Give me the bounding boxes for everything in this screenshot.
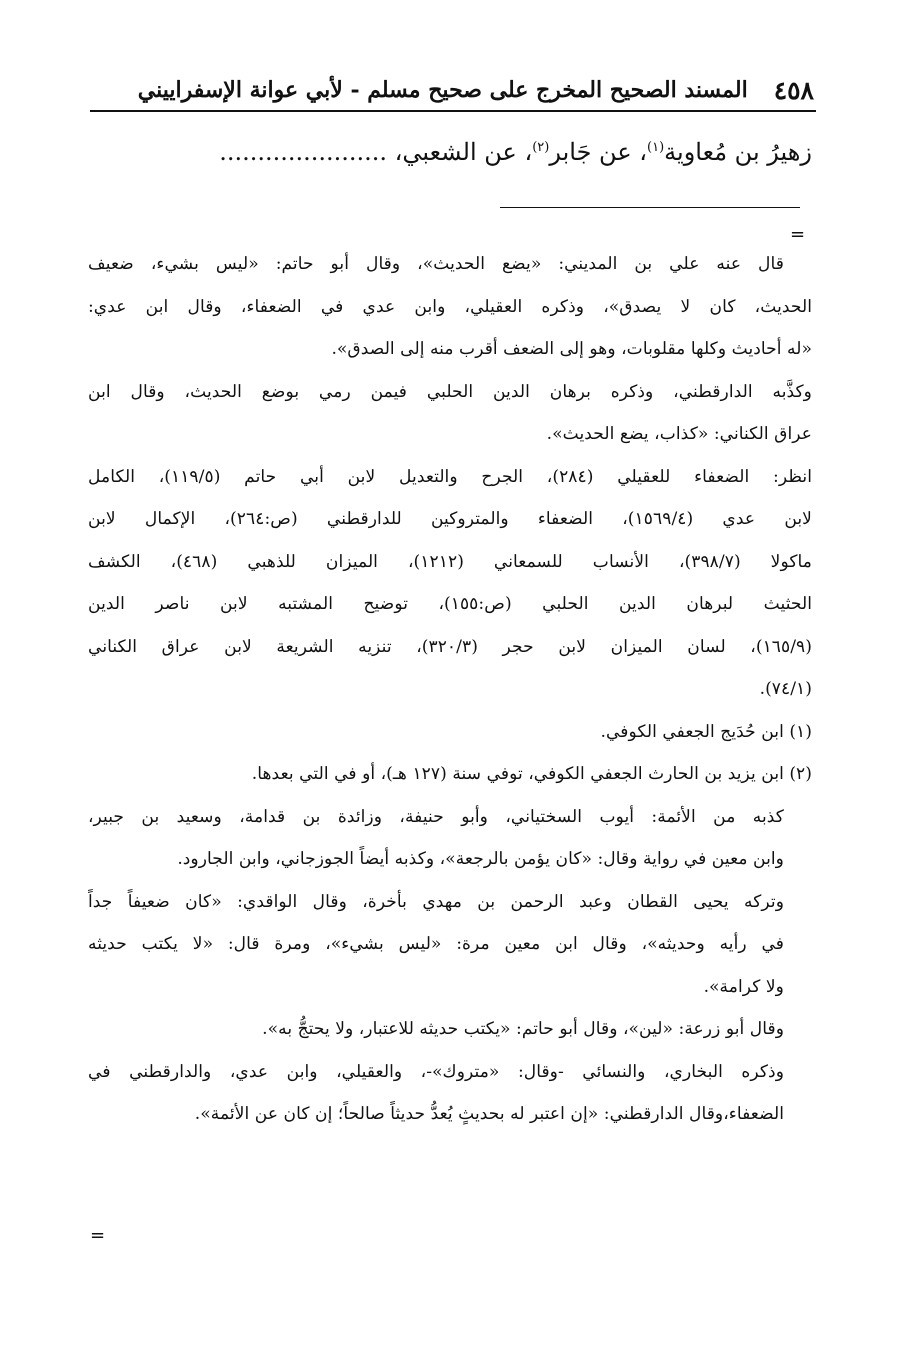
footnote-line: الحديث، كان لا يصدق»، وذكره العقيلي، وابن عدي في الضعفاء، وقال ابن عدي: [88,296,812,317]
main-text-segment: زهيرُ بن مُعاوية [664,138,812,166]
footnote-line: (٢) ابن يزيد بن الحارث الجعفي الكوفي، توفي سنة (١٢٧ هـ)، أو في التي بعدها. [251,764,812,784]
page-header [92,72,814,108]
footnote-line: «له أحاديث وكلها مقلوبات، وهو إلى الضعف أقرب منه إلى الصدق». [331,339,812,359]
footnotes-block [88,243,812,1136]
footnote-line: (١٦٥/٩)، لسان الميزان لابن حجر (٣٢٠/٣)، تنزيه الشريعة لابن عراق الكناني [88,636,812,657]
footnote-line: ولا كرامة». [703,976,784,997]
footnote-line: كذبه من الأئمة: أيوب السختياني، وأبو حنيفة، وزائدة بن قدامة، وسعيد بن جبير، [88,806,784,827]
note-reference: (٢) [532,140,550,155]
note-reference: (١) [647,140,665,155]
footnote-line: في رأيه وحديثه»، وقال ابن معين مرة: «ليس بشيء»، ومرة قال: «لا يكتب حديثه [88,934,784,954]
header-rule [90,110,816,112]
page-number: ٤٥٨ [773,75,814,105]
footnote-line: الضعفاء،وقال الدارقطني: «إن اعتبر له بحديثٍ يُعدُّ حديثاً صالحاً؛ إن كان عن الأئمة». [194,1104,784,1124]
running-title: المسند الصحيح المخرج على صحيح مسلم - لأبي عوانة الإسفراييني [137,77,748,103]
footnote-line: (٧٤/١). [759,679,812,699]
footnote-line: لابن عدي (١٥٦٩/٤)، الضعفاء والمتروكين للدارقطني (ص:٢٦٤)، الإكمال لابن [88,509,812,529]
continuation-marker: = [790,224,806,245]
footnote-line: وابن معين في رواية وقال: «كان يؤمن بالرجعة»، وكذبه أيضاً الجوزجاني، وابن الجارود. [177,849,784,869]
footnote-line: الحثيث لبرهان الدين الحلبي (ص:١٥٥)، توضيح المشتبه لابن ناصر الدين [88,594,812,614]
footnote-line: قال عنه علي بن المديني: «يضع الحديث»، وقال أبو حاتم: «ليس بشيء، ضعيف [88,254,784,274]
footnote-line: (١) ابن حُدَيج الجعفي الكوفي. [600,721,812,742]
footnote-line: وكذَّبه الدارقطني، وذكره برهان الدين الحلبي فيمن رمي بوضع الحديث، وقال ابن [88,381,812,402]
ellipsis-dots: ...................... [219,138,388,166]
footnote-separator [500,207,800,208]
footnote-line: عراق الكناني: «كذاب، يضع الحديث». [546,424,812,444]
main-text-line [88,132,812,172]
main-text-segment: ، عن جَابر [549,138,648,166]
footnote-line: انظر: الضعفاء للعقيلي (٢٨٤)، الجرح والتعديل لابن أبي حاتم (١١٩/٥)، الكامل [88,466,812,487]
continuation-marker: = [90,1225,106,1246]
main-text-segment: ، عن الشعبي، [387,138,533,166]
footnote-line: وتركه يحيى القطان وعبد الرحمن بن مهدي بأخرة، وقال الواقدي: «كان ضعيفاً جداً [88,891,784,912]
footnote-line: وقال أبو زرعة: «لين»، وقال أبو حاتم: «يكتب حديثه للاعتبار، ولا يحتجُّ به». [262,1019,784,1039]
footnote-line: ماكولا (٣٩٨/٧)، الأنساب للسمعاني (١٢١٢)، الميزان للذهبي (٤٦٨)، الكشف [88,551,812,572]
footnote-line: وذكره البخاري، والنسائي -وقال: «متروك»-، والعقيلي، وابن عدي، والدارقطني في [88,1061,784,1082]
